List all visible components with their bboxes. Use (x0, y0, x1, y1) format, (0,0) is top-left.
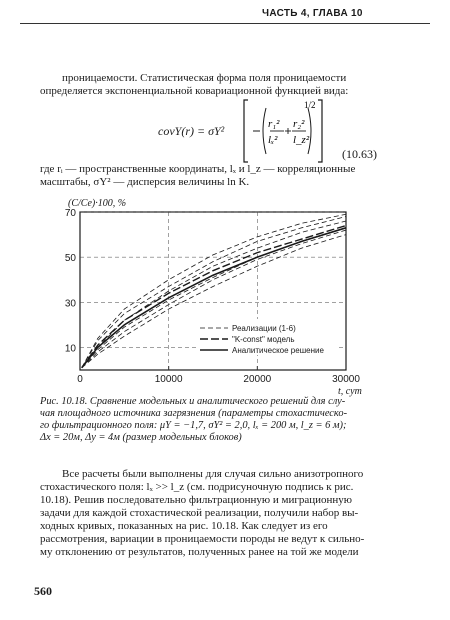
y-tick-label: 50 (64, 253, 76, 265)
body-line-5: ходных кривых, показанных на рис. 10.18. Как следует из его (40, 520, 328, 532)
x-tick-label: 20000 (243, 374, 272, 385)
where-line-1: где rᵢ — пространственные координаты, lₓ и l_z — корреляционные (40, 163, 356, 175)
caption-line-1: Рис. 10.18. Сравнение модельных и аналитического решений для слу- (40, 396, 346, 407)
intro-line-1: проницаемости. Статистическая форма поля проницаемости (62, 72, 347, 84)
body-line-7: му отклонению от результатов, полученных ранее на той же модели (40, 546, 359, 558)
body-line-3: 10.18). Решив последовательно фильтрационную и миграционную (40, 494, 352, 506)
figure-caption (40, 396, 412, 444)
equation-number: (10.63) (342, 147, 377, 161)
formula-r2: r₂² (293, 118, 305, 130)
legend-label: Реализации (1-6) (232, 324, 296, 333)
formula-lhs: covY(r) = σY² (158, 124, 225, 138)
formula-lz: l_z² (293, 134, 310, 146)
where-line-2: масштабы, σY² — дисперсия величины ln K. (40, 176, 250, 188)
y-axis-label: (C/Ce)·100, % (68, 198, 127, 209)
caption-line-2: чая площадного источника загрязнения (параметры стохастическо- (40, 408, 348, 419)
y-tick-label: 10 (64, 343, 76, 355)
body-line-6: рассмотрения, вариации в проницаемости породы не ведут к сильно- (40, 533, 365, 545)
x-axis-label: t, сут (338, 386, 362, 397)
body-line-2: стохастического поля: lₓ >> l_z (см. подрисуночную подпись к рис. (40, 481, 354, 493)
page-number: 560 (34, 584, 52, 598)
intro-line-2: определяется экспоненциальной ковариационной функцией вида: (40, 85, 349, 97)
formula-lx: lₓ² (268, 134, 278, 146)
y-tick-label: 70 (64, 208, 76, 219)
x-tick-label: 30000 (332, 374, 360, 385)
y-tick-label: 30 (64, 298, 76, 310)
caption-line-3: го фильтрационного поля: μY = −1,7, σY² = 2,0, lₓ = 200 м, l_z = 6 м); (40, 420, 347, 431)
formula-r1: r₁² (268, 118, 280, 130)
x-tick-label: 10000 (154, 374, 183, 385)
legend-label: Аналитическое решение (232, 346, 324, 355)
body-line-1: Все расчеты были выполнены для случая сильно анизотропного (62, 468, 364, 480)
x-tick-label: 0 (77, 374, 83, 385)
running-head: ЧАСТЬ 4, ГЛАВА 10 (262, 8, 363, 19)
caption-line-4: Δx = 20м, Δy = 4м (размер модельных блоков) (40, 432, 242, 443)
formula-power: 1/2 (304, 100, 316, 110)
legend-label: "K-const" модель (232, 335, 295, 344)
body-line-4: задачи для каждой стохастической реализации, получили набор вы- (40, 507, 359, 519)
